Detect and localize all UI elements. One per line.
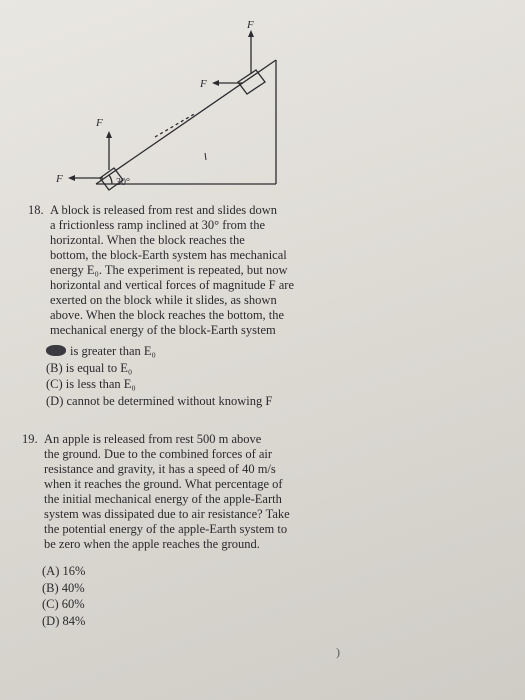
stem-line: resistance and gravity, it has a speed of 40 m/s bbox=[44, 462, 276, 476]
question-19-options bbox=[42, 563, 85, 629]
stem-line: system was dissipated due to air resistance? Take bbox=[44, 507, 290, 521]
force-label-top-horizontal: F bbox=[200, 78, 207, 90]
angle-label: 30° bbox=[116, 177, 130, 188]
ramp-incline bbox=[96, 60, 276, 184]
option-a[interactable] bbox=[46, 343, 272, 360]
option-c[interactable]: (C) 60% bbox=[42, 597, 85, 611]
stem-line: above. When the block reaches the bottom, the bbox=[50, 308, 285, 322]
stem-line: be zero when the apple reaches the ground. bbox=[44, 537, 260, 551]
question-19 bbox=[22, 432, 322, 557]
force-label-top-vertical: F bbox=[247, 19, 254, 31]
force-label-bottom-vertical: F bbox=[96, 117, 103, 129]
force-label-bottom-horizontal: F bbox=[56, 173, 63, 185]
arrowhead-bottom-up bbox=[106, 131, 112, 138]
option-d[interactable]: (D) cannot be determined without knowing F bbox=[46, 393, 273, 408]
option-b[interactable]: (B) is equal to E₀ bbox=[46, 360, 133, 375]
stem-line: horizontal. When the block reaches the bbox=[50, 233, 245, 247]
stem-line: A block is released from rest and slides down bbox=[50, 203, 278, 217]
arrowhead-top-left bbox=[212, 80, 219, 86]
stem-line: horizontal and vertical forces of magnitude F are bbox=[50, 278, 295, 292]
ramp-diagram bbox=[0, 0, 525, 200]
stem-line: the potential energy of the apple-Earth system to bbox=[44, 522, 288, 536]
stem-line: energy E₀. The experiment is repeated, but now bbox=[50, 263, 288, 277]
question-number: 18. bbox=[28, 203, 44, 217]
option-text: is greater than E₀ bbox=[70, 344, 156, 358]
answer-mark-icon bbox=[46, 345, 66, 356]
option-c[interactable]: (C) is less than E₀ bbox=[46, 377, 136, 391]
question-18 bbox=[28, 203, 318, 343]
stem-line: when it reaches the ground. What percentage of bbox=[44, 477, 283, 491]
dashed-path bbox=[155, 113, 196, 137]
ramp-tick-mark bbox=[205, 153, 206, 160]
question-stem bbox=[44, 432, 290, 552]
option-a[interactable]: (A) 16% bbox=[42, 564, 86, 578]
question-number: 19. bbox=[22, 432, 38, 446]
arrowhead-bottom-left bbox=[68, 175, 75, 181]
arrowhead-top-up bbox=[248, 30, 254, 37]
question-stem bbox=[50, 203, 294, 338]
angle-arc bbox=[109, 175, 112, 184]
stray-pen-mark: ) bbox=[336, 645, 340, 659]
stem-line: the ground. Due to the combined forces of air bbox=[44, 447, 273, 461]
option-d[interactable]: (D) 84% bbox=[42, 613, 86, 628]
stem-line: exerted on the block while it slides, as shown bbox=[50, 293, 277, 307]
stem-line: a frictionless ramp inclined at 30° from the bbox=[50, 218, 266, 232]
stem-line: mechanical energy of the block-Earth system bbox=[50, 323, 276, 337]
stem-line: the initial mechanical energy of the apple-Earth bbox=[44, 492, 282, 506]
stem-line: An apple is released from rest 500 m above bbox=[44, 432, 262, 446]
stem-line: bottom, the block-Earth system has mechanical bbox=[50, 248, 287, 262]
question-18-options bbox=[46, 343, 272, 409]
option-b[interactable]: (B) 40% bbox=[42, 580, 85, 595]
